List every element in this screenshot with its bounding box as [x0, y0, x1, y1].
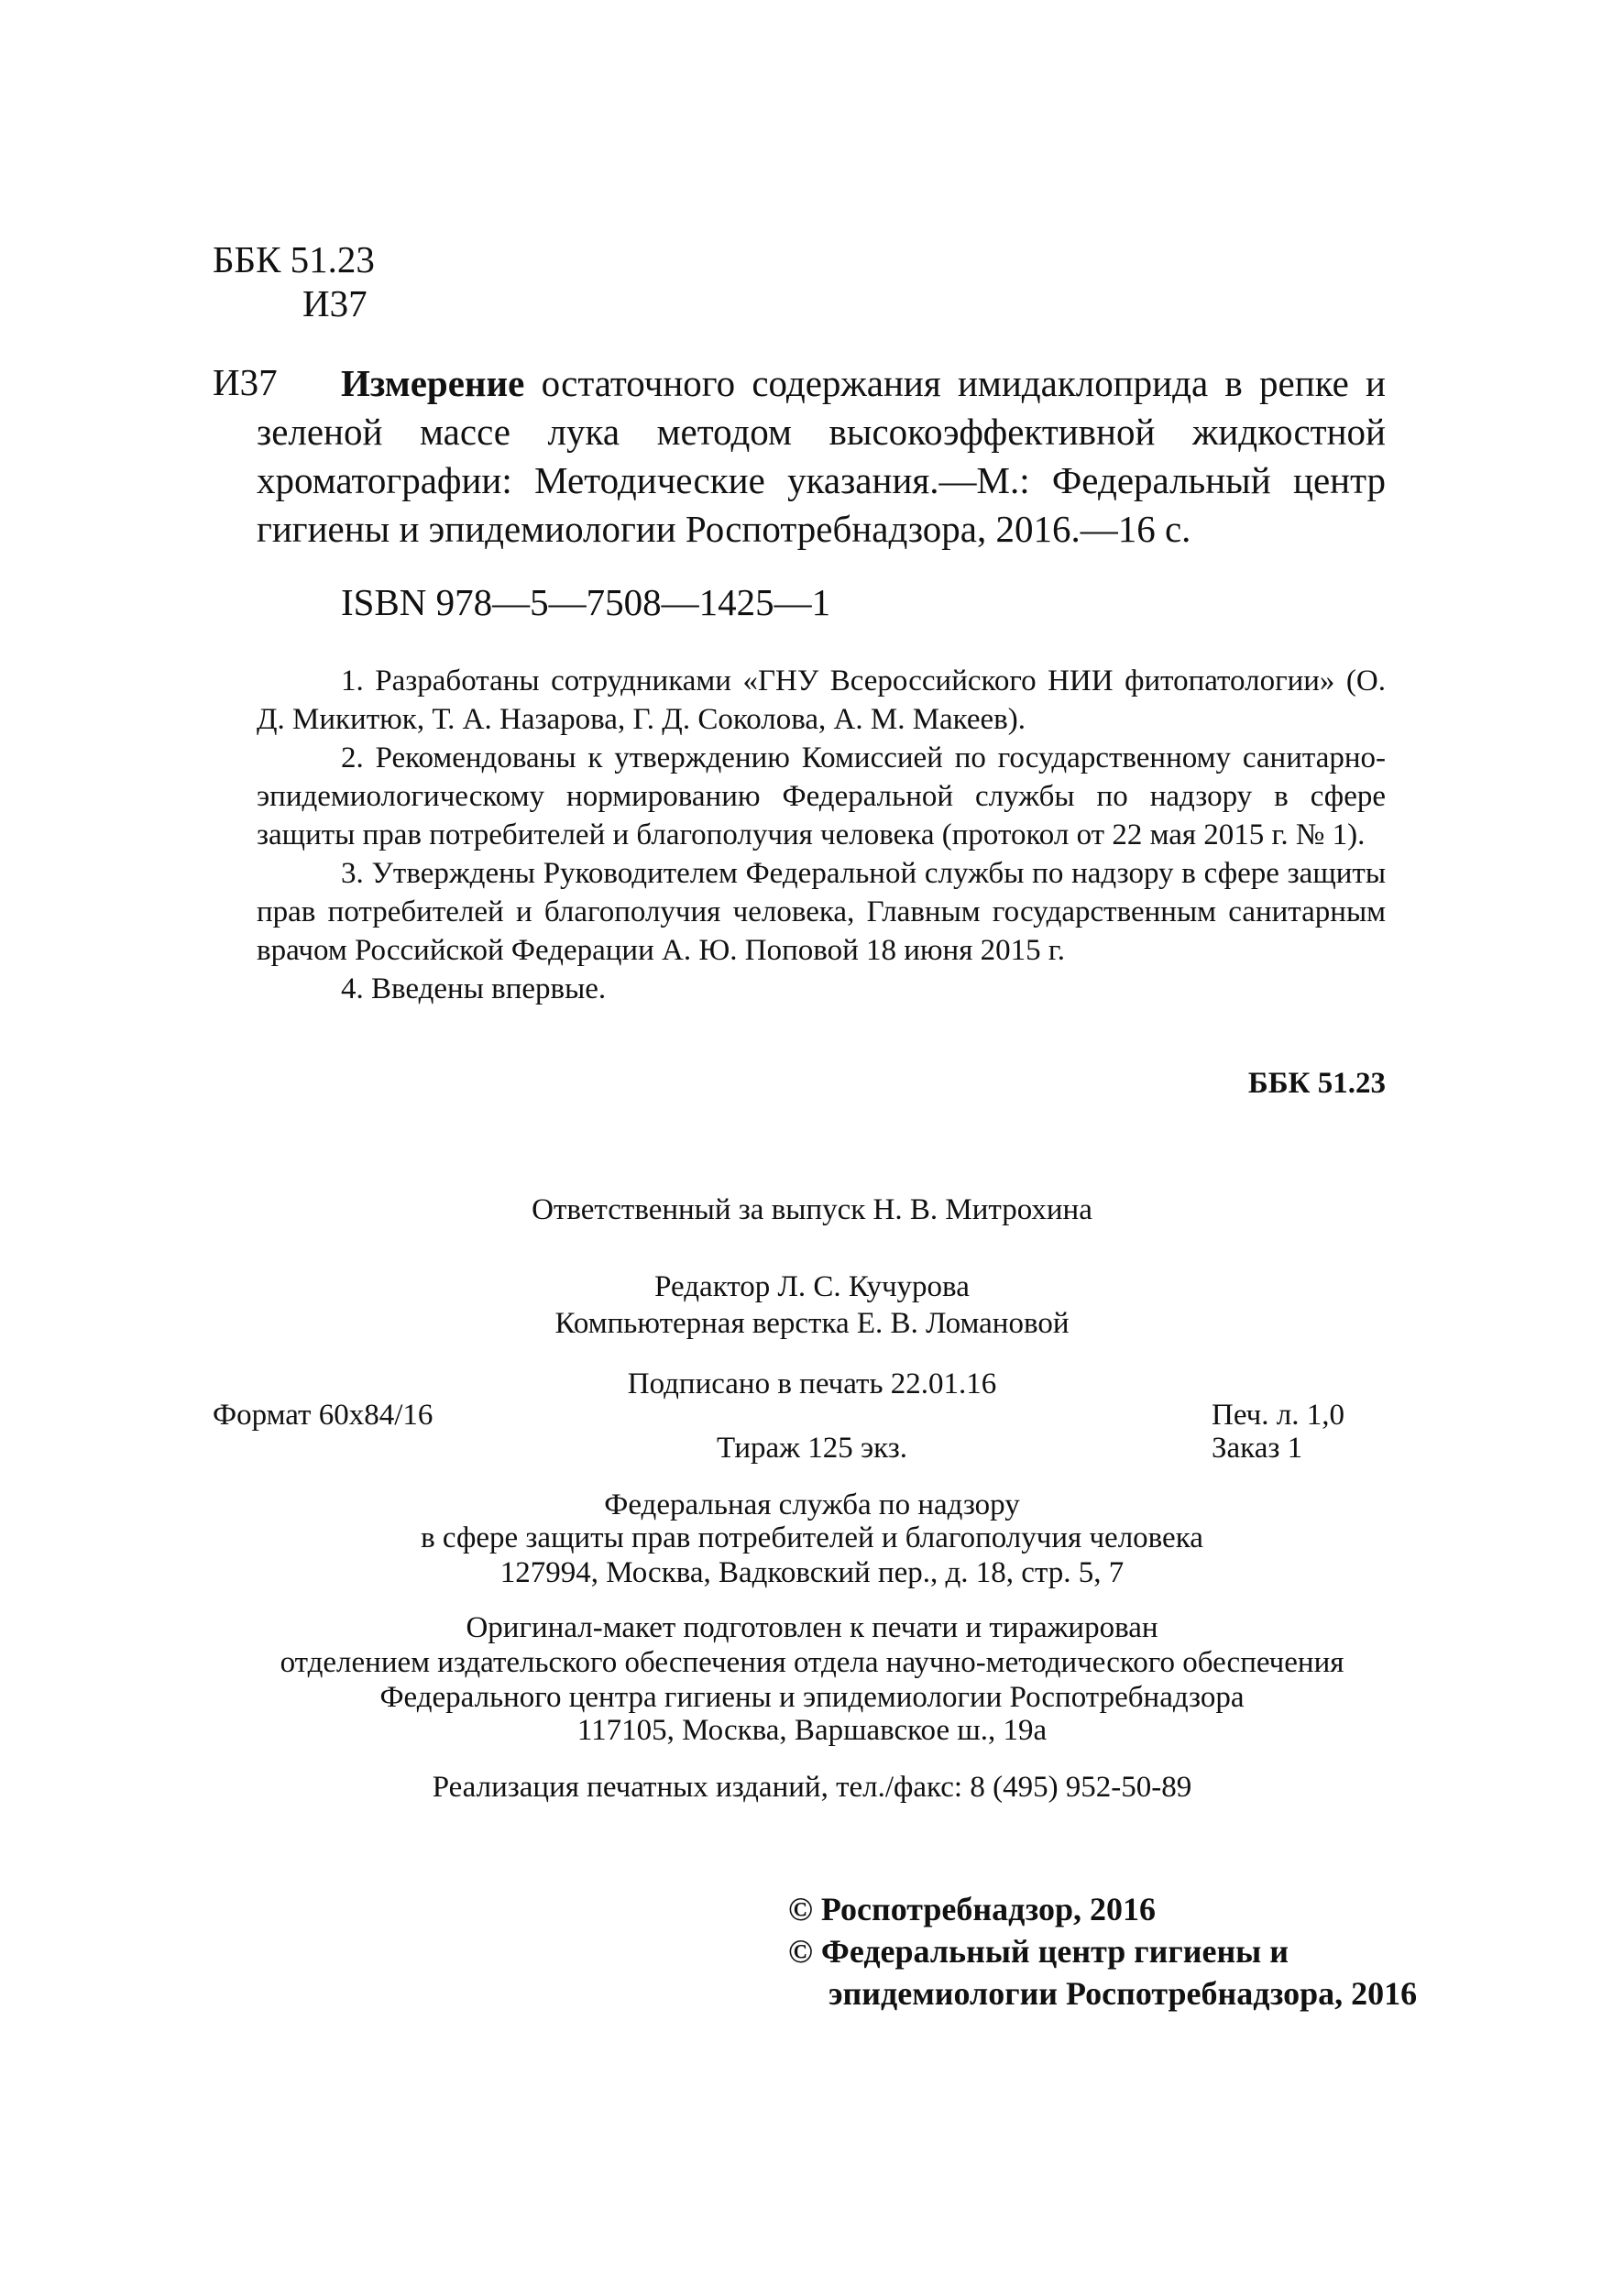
note-item: 1. Разработаны сотрудниками «ГНУ Всероссийского НИИ фитопатологии» (О. Д. Микитюк, Т. А. Назарова, Г. Д. Соколова, А. М. Макеев).: [257, 664, 1386, 736]
sales-contact: Реализация печатных изданий, тел./факс: 8 (495) 952-50-89: [432, 1771, 1192, 1804]
copyright-line: эпидемиологии Роспотребнадзора, 2016: [828, 1975, 1418, 2012]
isbn: ISBN 978—5—7508—1425—1: [341, 581, 831, 623]
publisher-line: Федеральная служба по надзору: [604, 1488, 1020, 1521]
entry-title-word: Измерение: [341, 362, 525, 404]
copyright-line: © Федеральный центр гигиены и: [788, 1933, 1289, 1970]
note-item: 3. Утверждены Руководителем Федеральной службы по надзору в сфере защиты прав потребителей и благополучия человека, Главным государственным санитарным врачом Российской Федерации А. Ю. Поповой 18 июня 2015 г.: [257, 857, 1386, 967]
printer-line: отделением издательского обеспечения отдела научно-методического обеспечения: [280, 1646, 1344, 1679]
editor-line: Редактор Л. С. Кучурова: [654, 1270, 970, 1303]
publisher-line: в сфере защиты прав потребителей и благополучия человека: [421, 1521, 1203, 1554]
bibliographic-entry: [257, 359, 1386, 554]
note-item: 4. Введены впервые.: [341, 972, 607, 1005]
responsible-person: Ответственный за выпуск Н. В. Митрохина: [532, 1193, 1092, 1226]
layout-line: Компьютерная верстка Е. В. Ломановой: [554, 1307, 1070, 1340]
circulation: Тираж 125 экз.: [717, 1432, 907, 1465]
bbk-classification: ББК 51.23: [213, 238, 375, 280]
printer-address: 117105, Москва, Варшавское ш., 19а: [576, 1714, 1048, 1747]
copyright-block: [788, 1888, 1417, 2015]
printed-sheets: Печ. л. 1,0: [1212, 1399, 1344, 1432]
signed-to-print: Подписано в печать 22.01.16: [627, 1367, 997, 1400]
note-item: 2. Рекомендованы к утверждению Комиссией по государственному санитарно-эпидемиологическому нормированию Федеральной службы по надзору в сфере защиты прав потребителей и благополучия человека (протокол от 22 мая 2015 г. № 1).: [257, 741, 1386, 851]
publisher-address: 127994, Москва, Вадковский пер., д. 18, стр. 5, 7: [499, 1556, 1125, 1589]
order-number: Заказ 1: [1212, 1432, 1303, 1465]
copyright-line: © Роспотребнадзор, 2016: [788, 1891, 1157, 1927]
entry-description: остаточного содержания имидаклоприда в репке и зеленой массе лука методом высокоэффективной жидкостной хроматографии: Методические указания.—М.: Федеральный центр гигиены и эпидемиологии Роспотребнадзора, 2016.—16 с.: [257, 362, 1386, 550]
author-mark: И37: [302, 282, 368, 324]
printer-line: Федерального центра гигиены и эпидемиологии Роспотребнадзора: [379, 1681, 1245, 1714]
notes-list: [257, 662, 1386, 1008]
printer-line: Оригинал-макет подготовлен к печати и тиражирован: [466, 1611, 1158, 1644]
entry-author-mark: И37: [213, 361, 278, 403]
paper-format: Формат 60x84/16: [213, 1399, 433, 1432]
bbk-classification-bottom: ББК 51.23: [1247, 1067, 1386, 1100]
